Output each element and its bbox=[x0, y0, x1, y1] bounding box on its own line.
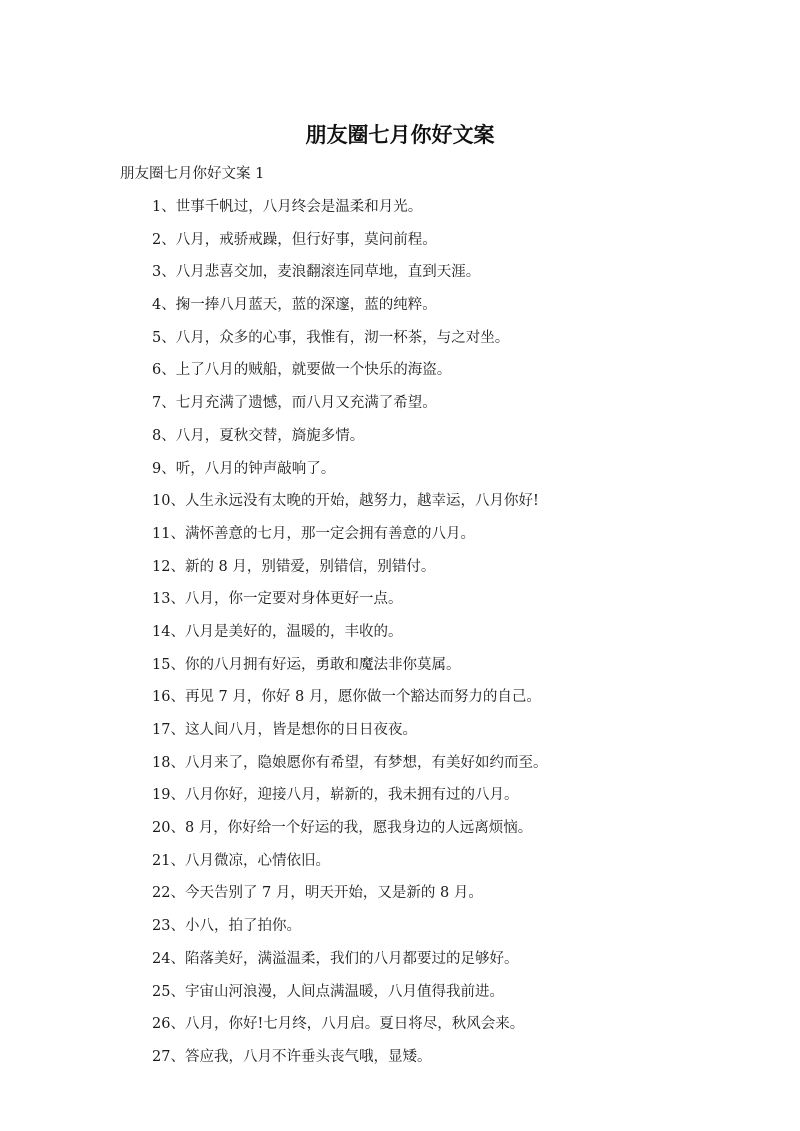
list-item: 15、你的八月拥有好运，勇敢和魔法非你莫属。 bbox=[152, 656, 461, 673]
list-item: 9、听，八月的钟声敲响了。 bbox=[152, 460, 336, 477]
list-item: 7、七月充满了遗憾，而八月又充满了希望。 bbox=[152, 395, 437, 412]
list-item: 2、八月，戒骄戒躁，但行好事，莫问前程。 bbox=[152, 231, 437, 248]
list-item: 5、八月，众多的心事，我惟有，沏一杯茶，与之对坐。 bbox=[152, 329, 510, 346]
list-item: 14、八月是美好的，温暖的，丰收的。 bbox=[152, 623, 403, 640]
list-item: 4、掬一捧八月蓝天，蓝的深邃，蓝的纯粹。 bbox=[152, 297, 437, 314]
section-heading: 朋友圈七月你好文案 1 bbox=[120, 166, 265, 182]
list-item: 13、八月，你一定要对身体更好一点。 bbox=[152, 591, 403, 608]
list-item: 3、八月悲喜交加，麦浪翻滚连同草地，直到天涯。 bbox=[152, 264, 481, 281]
list-item: 17、这人间八月，皆是想你的日日夜夜。 bbox=[152, 722, 417, 738]
list-item: 18、八月来了，隐娘愿你有希望，有梦想，有美好如约而至。 bbox=[152, 754, 548, 771]
list-item: 10、人生永远没有太晚的开始，越努力，越幸运，八月你好! bbox=[152, 493, 539, 510]
list-item: 11、满怀善意的七月，那一定会拥有善意的八月。 bbox=[152, 525, 475, 542]
list-item: 12、新的 8 月，别错爱，别错信，别错付。 bbox=[152, 558, 436, 575]
list-item: 8、八月，夏秋交替，旖旎多情。 bbox=[152, 427, 365, 444]
list-item: 16、再见 7 月，你好 8 月，愿你做一个豁达而努力的自己。 bbox=[152, 689, 541, 706]
list-item: 27、答应我，八月不许垂头丧气哦，显矮。 bbox=[152, 1048, 432, 1065]
list-item: 23、小八，拍了拍你。 bbox=[152, 918, 301, 935]
caption-list bbox=[152, 194, 547, 1077]
list-item: 22、今天告别了 7 月，明天开始，又是新的 8 月。 bbox=[152, 885, 483, 902]
list-item: 6、上了八月的贼船，就要做一个快乐的海盗。 bbox=[152, 362, 452, 379]
list-item: 24、陷落美好，满溢温柔，我们的八月都要过的足够好。 bbox=[152, 950, 519, 967]
page-title: 朋友圈七月你好文案 bbox=[305, 123, 495, 147]
list-item: 26、八月，你好!七月终，八月启。夏日将尽，秋风会来。 bbox=[152, 1016, 525, 1033]
list-item: 1、世事千帆过，八月终会是温柔和月光。 bbox=[152, 199, 423, 215]
list-item: 20、8 月，你好给一个好运的我，愿我身边的人远离烦恼。 bbox=[152, 820, 533, 837]
list-item: 21、八月微凉，心情依旧。 bbox=[152, 852, 330, 869]
list-item: 19、八月你好，迎接八月，崭新的，我未拥有过的八月。 bbox=[152, 787, 519, 804]
list-item: 25、宇宙山河浪漫，人间点满温暖，八月值得我前进。 bbox=[152, 983, 504, 1000]
